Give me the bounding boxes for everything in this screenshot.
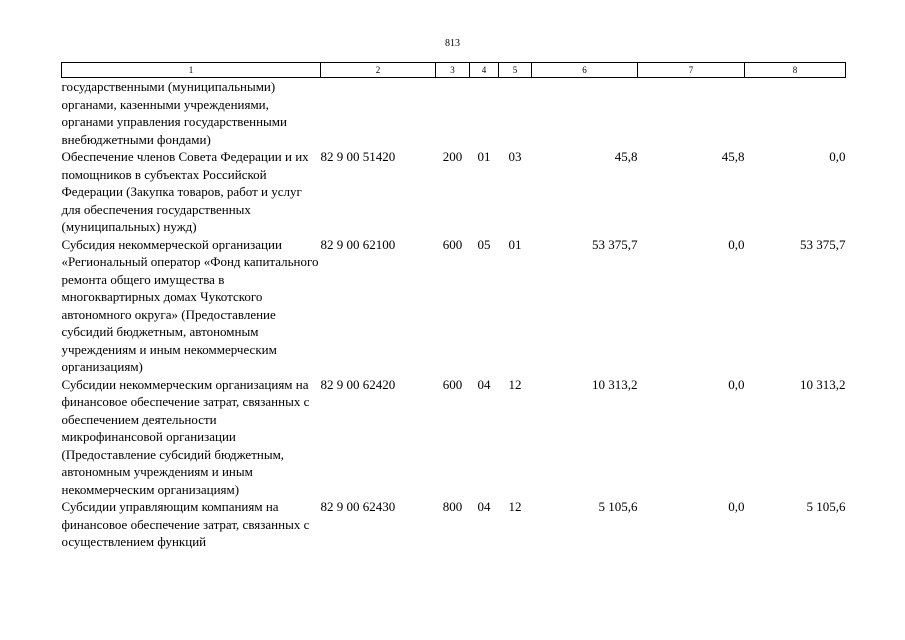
- row-pr: 01: [508, 236, 522, 252]
- row-value-6: 10 313,2: [592, 376, 638, 392]
- table-row: [62, 498, 846, 551]
- column-header-7: 7: [638, 63, 745, 78]
- row-value-8: 10 313,2: [800, 376, 846, 392]
- table-row: [62, 236, 846, 376]
- row-code: 82 9 00 62420: [320, 376, 396, 392]
- column-header-3: 3: [436, 63, 470, 78]
- row-value-6: 53 375,7: [592, 236, 638, 252]
- column-header-1: 1: [62, 63, 321, 78]
- table-row: [62, 78, 846, 149]
- row-pr: [499, 78, 532, 149]
- column-header-8: 8: [745, 63, 846, 78]
- column-header-4: 4: [470, 63, 499, 78]
- row-rz: [470, 78, 499, 149]
- row-value-8: 5 105,6: [806, 499, 846, 514]
- column-header-6: 6: [532, 63, 638, 78]
- page-number: 813: [445, 38, 460, 49]
- row-name: Субсидия некоммерческой организации «Региональный оператор «Фонд капитального ремонта общего имущества в многоквартирных домах Чукотского автономного округа» (Предоставление субсидий бюджетным, автономным учреждениям и иным некоммерческим организациям): [61, 236, 319, 374]
- row-vr: [436, 78, 470, 149]
- row-vr: 600: [442, 236, 463, 252]
- row-rz: 05: [477, 236, 491, 252]
- row-vr: 200: [442, 149, 463, 164]
- row-value-8: 0,0: [829, 149, 846, 164]
- row-rz: 04: [477, 499, 491, 514]
- row-value-6: 5 105,6: [598, 499, 638, 514]
- row-value-7: 0,0: [728, 236, 745, 252]
- row-name: Обеспечение членов Совета Федерации и их помощников в субъектах Российской Федерации (Закупка товаров, работ и услуг для обеспечения государственных (муниципальных) нужд): [61, 149, 309, 234]
- table-row: [62, 148, 846, 236]
- column-header-5: 5: [499, 63, 532, 78]
- row-code: 82 9 00 62430: [320, 499, 396, 514]
- row-pr: 12: [508, 499, 522, 514]
- row-value-7: 0,0: [728, 499, 745, 514]
- row-code: [321, 78, 436, 149]
- row-rz: 01: [477, 149, 491, 164]
- column-header-2: 2: [321, 63, 436, 78]
- row-value-7: 45,8: [721, 149, 745, 164]
- row-pr: 03: [508, 149, 522, 164]
- column-number-row: [62, 63, 846, 78]
- row-value-7: [638, 78, 745, 149]
- row-code: 82 9 00 62100: [320, 236, 396, 252]
- row-value-7: 0,0: [728, 376, 745, 392]
- row-vr: 800: [442, 499, 463, 514]
- row-vr: 600: [442, 376, 463, 392]
- row-pr: 12: [508, 376, 522, 392]
- row-value-8: [745, 78, 846, 149]
- row-name: Субсидии управляющим компаниям на финансовое обеспечение затрат, связанных с осуществлением функций: [61, 499, 310, 549]
- table-row: [62, 376, 846, 499]
- row-name: государственными (муниципальными) органами, казенными учреждениями, органами управления государственными внебюджетными фондами): [61, 79, 287, 147]
- row-value-6: [532, 78, 638, 149]
- row-name: Субсидии некоммерческим организациям на финансовое обеспечение затрат, связанных с обеспечением деятельности микрофинансовой организации (Предоставление субсидий бюджетным, автономным учреждениям и иным некоммерческим организациям): [61, 376, 310, 497]
- row-rz: 04: [477, 376, 491, 392]
- row-value-6: 45,8: [614, 149, 638, 164]
- budget-table: [61, 62, 846, 551]
- row-value-8: 53 375,7: [800, 236, 846, 252]
- row-code: 82 9 00 51420: [320, 149, 396, 164]
